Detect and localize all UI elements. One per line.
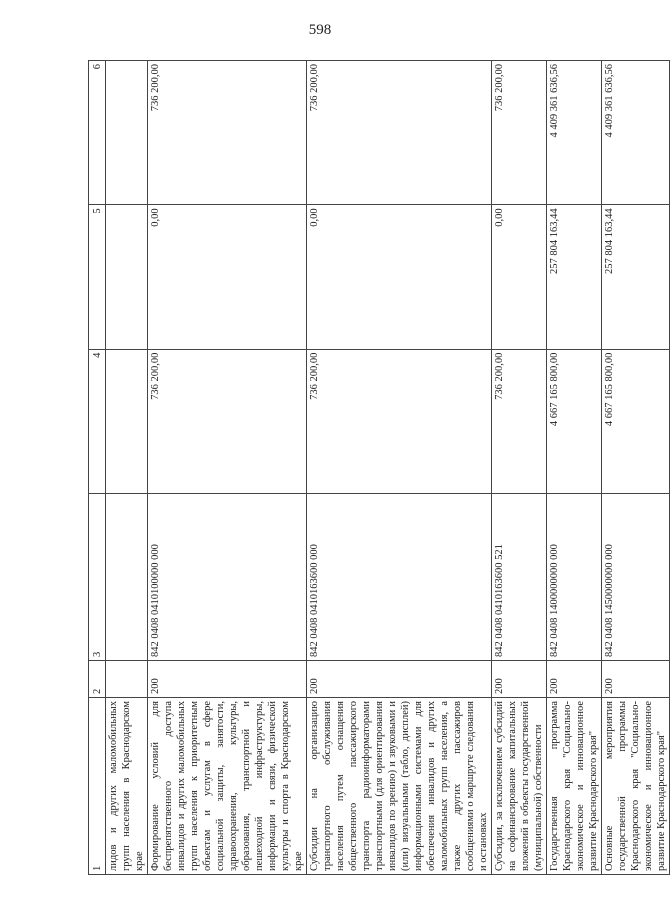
page-number: 598 (308, 22, 332, 38)
row-code: 200 (547, 661, 602, 698)
row-col6: 736 200,00 (307, 61, 492, 205)
row-col4: 736 200,00 (307, 349, 492, 493)
budget-table (88, 60, 670, 875)
row-col5: 0,00 (148, 205, 307, 349)
header-cell: 6 (89, 61, 106, 205)
row-name: Субсидии на организацию транспортного обслуживания населения путем оснащения общественного пассажирского транспорта радиоинформаторами транспортными (для ориентирования инвалидов по зрению) и звуковыми и (или) визуальными (табло, дисплей) информационными системами для обеспечения инвалидов и других маломобильных групп населения, а также других пассажиров сообщениями о маршруте следования и остановках (307, 698, 492, 875)
row-kbk: 842 0408 0410163600 000 (307, 494, 492, 661)
row-name: Государственная программа Краснодарского края "Социально-экономическое и инновационное развитие Краснодарского края" (547, 698, 602, 875)
row-col6: 4 409 361 636,56 (547, 61, 602, 205)
header-cell: 1 (89, 698, 106, 875)
row-col4: 4 667 165 800,00 (547, 349, 602, 493)
row-col5 (106, 205, 148, 349)
row-col4: 4 667 165 800,00 (602, 349, 670, 493)
table-row (148, 61, 307, 875)
row-kbk: 842 0408 0410100000 000 (148, 494, 307, 661)
row-name: Субсидии, за исключением субсидий на софинансирование капитальных вложений в объекты государственной (муниципальной) собственности (492, 698, 547, 875)
row-col6: 4 409 361 636,56 (602, 61, 670, 205)
header-cell: 5 (89, 205, 106, 349)
row-col5: 0,00 (492, 205, 547, 349)
table-header-row (89, 61, 106, 875)
header-cell: 3 (89, 494, 106, 661)
row-col6: 736 200,00 (492, 61, 547, 205)
table-row (106, 61, 148, 875)
row-name: Основные мероприятия государственной программы Краснодарского края "Социально-экономическое и инновационное развитие Краснодарского края" (602, 698, 670, 875)
rotated-table-container (88, 60, 667, 875)
row-col4: 736 200,00 (148, 349, 307, 493)
row-col5: 257 804 163,44 (602, 205, 670, 349)
row-kbk: 842 0408 0410163600 521 (492, 494, 547, 661)
table-row (602, 61, 670, 875)
row-code: 200 (148, 661, 307, 698)
row-col5: 257 804 163,44 (547, 205, 602, 349)
table-row (492, 61, 547, 875)
row-col4: 736 200,00 (492, 349, 547, 493)
row-kbk (106, 494, 148, 661)
table-row (547, 61, 602, 875)
row-col5: 0,00 (307, 205, 492, 349)
row-kbk: 842 0408 1450000000 000 (602, 494, 670, 661)
row-code: 200 (492, 661, 547, 698)
row-code (106, 661, 148, 698)
row-col4 (106, 349, 148, 493)
row-code: 200 (307, 661, 492, 698)
row-kbk: 842 0408 1400000000 000 (547, 494, 602, 661)
row-col6: 736 200,00 (148, 61, 307, 205)
table-row (307, 61, 492, 875)
header-cell: 4 (89, 349, 106, 493)
row-name: лидов и других маломобильных групп населения в Краснодарском крае (106, 698, 148, 875)
header-cell: 2 (89, 661, 106, 698)
row-code: 200 (602, 661, 670, 698)
row-name: Формирование условий для беспрепятственного доступа инвалидов и других маломобильных групп населения к приоритетным объектам и услугам в сфере социальной защиты, занятости, здравоохранения, культуры, образования, транспортной и пешеходной инфраструктуры, информации и связи, физической культуры и спорта в Краснодарском крае (148, 698, 307, 875)
row-col6 (106, 61, 148, 205)
